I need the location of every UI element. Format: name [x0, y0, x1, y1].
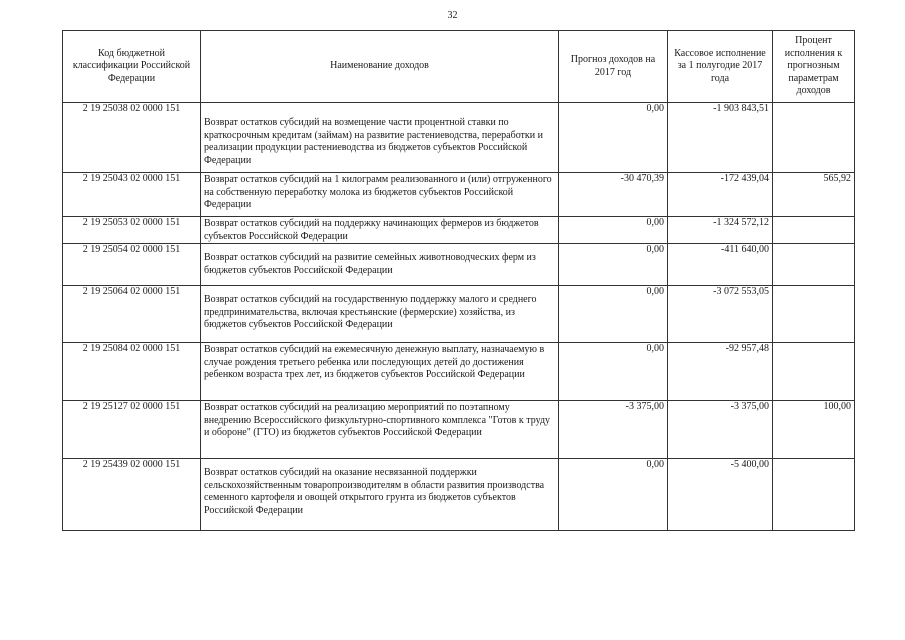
- cash-value: -3 375,00: [668, 401, 773, 459]
- revenue-name: [201, 244, 559, 286]
- percent-value: 100,00: [773, 401, 855, 459]
- revenue-name: [201, 401, 559, 459]
- table-row: [63, 173, 855, 217]
- header-forecast: Прогноз доходов на 2017 год: [559, 31, 668, 103]
- revenue-name-text: Возврат остатков субсидий на 1 килограмм реализованного и (или) отгруженного на собственную переработку молока из бюджетов субъектов Российской Федерации: [204, 174, 552, 211]
- budget-code: 2 19 25054 02 0000 151: [63, 244, 201, 286]
- cash-value: -92 957,48: [668, 343, 773, 401]
- header-code: Код бюджетной классификации Российской Федерации: [63, 31, 201, 103]
- header-cash: Кассовое исполнение за 1 полугодие 2017 года: [668, 31, 773, 103]
- cash-value: -1 324 572,12: [668, 217, 773, 244]
- budget-code: 2 19 25439 02 0000 151: [63, 459, 201, 531]
- revenue-name: [201, 343, 559, 401]
- cash-value: -411 640,00: [668, 244, 773, 286]
- percent-value: [773, 217, 855, 244]
- forecast-value: 0,00: [559, 286, 668, 343]
- table-row: [63, 103, 855, 173]
- forecast-value: 0,00: [559, 244, 668, 286]
- revenue-name-text: Возврат остатков субсидий на развитие семейных животноводческих ферм из бюджетов субъектов Российской Федерации: [204, 252, 536, 276]
- cash-value: -3 072 553,05: [668, 286, 773, 343]
- forecast-value: -3 375,00: [559, 401, 668, 459]
- cash-value: -172 439,04: [668, 173, 773, 217]
- forecast-value: 0,00: [559, 217, 668, 244]
- cash-value: -1 903 843,51: [668, 103, 773, 173]
- budget-code: 2 19 25064 02 0000 151: [63, 286, 201, 343]
- forecast-value: -30 470,39: [559, 173, 668, 217]
- revenue-name: [201, 286, 559, 343]
- forecast-value: 0,00: [559, 459, 668, 531]
- forecast-value: 0,00: [559, 343, 668, 401]
- table-row: [63, 286, 855, 343]
- revenue-name-text: Возврат остатков субсидий на государственную поддержку малого и среднего предпринимательства, включая крестьянские (фермерские) хозяйства, из бюджетов субъектов Российской Федерации: [204, 294, 537, 331]
- table-header-row: [63, 31, 855, 103]
- percent-value: [773, 244, 855, 286]
- table-row: [63, 459, 855, 531]
- table-row: [63, 401, 855, 459]
- percent-value: [773, 103, 855, 173]
- revenue-name-text: Возврат остатков субсидий на возмещение части процентной ставки по краткосрочным кредитам (займам) на развитие растениеводства, переработки и реализации продукции растениеводства из бюджетов субъектов Российской Федерации: [204, 117, 543, 166]
- revenue-name: [201, 173, 559, 217]
- revenue-name-text: Возврат остатков субсидий на оказание несвязанной поддержки сельскохозяйственным товаропроизводителям в области развития производства семенного картофеля и овощей открытого грунта из бюджетов субъектов Российской Федерации: [204, 467, 545, 516]
- budget-code: 2 19 25127 02 0000 151: [63, 401, 201, 459]
- revenue-name-text: Возврат остатков субсидий на поддержку начинающих фермеров из бюджетов субъектов Российской Федерации: [204, 218, 539, 242]
- header-percent: Процент исполнения к прогнозным параметрам доходов: [773, 31, 855, 103]
- revenue-table: [62, 30, 855, 531]
- forecast-value: 0,00: [559, 103, 668, 173]
- table-row: [63, 217, 855, 244]
- revenue-name-text: Возврат остатков субсидий на реализацию мероприятий по поэтапному внедрению Всероссийского физкультурно-спортивного комплекса "Готов к труду и обороне" (ГТО) из бюджетов субъектов Российской Федерации: [204, 402, 551, 439]
- percent-value: 565,92: [773, 173, 855, 217]
- percent-value: [773, 343, 855, 401]
- revenue-name: [201, 459, 559, 531]
- budget-code: 2 19 25084 02 0000 151: [63, 343, 201, 401]
- budget-code: 2 19 25043 02 0000 151: [63, 173, 201, 217]
- revenue-name: [201, 103, 559, 173]
- percent-value: [773, 459, 855, 531]
- revenue-name-text: Возврат остатков субсидий на ежемесячную денежную выплату, назначаемую в случае рождения третьего ребенка или последующих детей до достижения ребенком возраста трех лет, из бюджетов субъектов Российской Федерации: [204, 344, 545, 381]
- page-number: 32: [447, 10, 458, 21]
- budget-code: 2 19 25053 02 0000 151: [63, 217, 201, 244]
- table-row: [63, 343, 855, 401]
- cash-value: -5 400,00: [668, 459, 773, 531]
- table-row: [63, 244, 855, 286]
- percent-value: [773, 286, 855, 343]
- revenue-name: [201, 217, 559, 244]
- header-name: Наименование доходов: [201, 31, 559, 103]
- budget-code: 2 19 25038 02 0000 151: [63, 103, 201, 173]
